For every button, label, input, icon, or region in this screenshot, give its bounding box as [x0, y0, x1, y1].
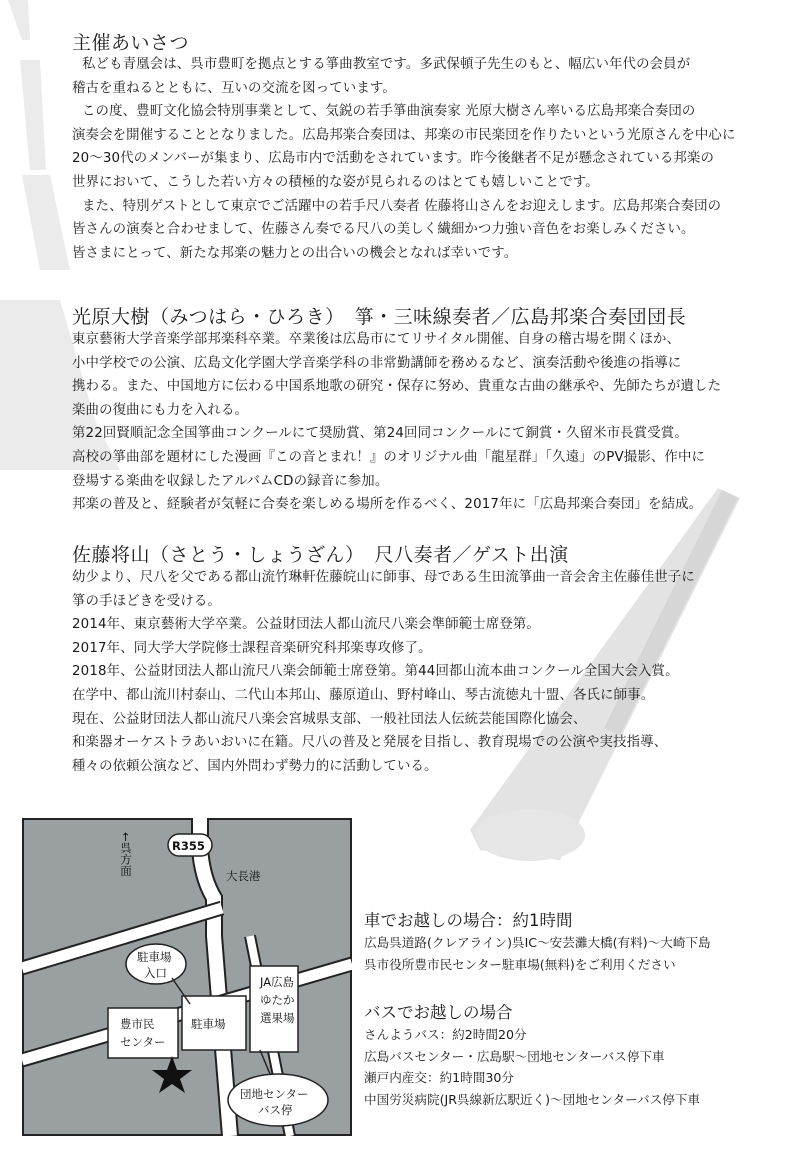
- access-car-section: [364, 910, 711, 975]
- access-bus-heading: バスでお越しの場合: [364, 1003, 513, 1022]
- profile2-line: 2017年、同大学大学院修士課程音楽研究科邦楽専攻修了。: [72, 640, 432, 656]
- ja-label: JA広島 ゆたか 選果場: [260, 975, 295, 1025]
- access-car-line: 呉市役所豊市民センター駐車場(無料)をご利用ください: [364, 956, 676, 972]
- kure-direction-label: ←呉方面: [119, 832, 133, 877]
- parking-entrance-label: 駐車場 入口: [137, 950, 172, 980]
- profile1-heading: 光原大樹（みつはら・ひろき） 箏・三味線奏者／広島邦楽合奏団団長: [72, 306, 687, 328]
- civic-center-label: 豊市民 センター: [120, 1017, 166, 1049]
- profile2-body: [72, 566, 695, 778]
- access-map: [22, 818, 352, 1136]
- profile2-line: 種々の依頼公演など、国内外問わず勢力的に活動している。: [72, 758, 438, 774]
- greeting-line: 世界において、こうした若い方々の積極的な姿が見られるのはとても嬉しいことです。: [72, 174, 599, 190]
- greeting-line: 皆さまにとって、新たな邦楽の魅力との出合いの機会となれば幸いです。: [72, 245, 518, 261]
- greeting-line: 演奏会を開催することとなりました。広島邦楽合奏団は、邦楽の市民楽団を作りたいという光原さんを中心に: [72, 127, 736, 143]
- profile1-line: 高校の箏曲部を題材にした漫画『この音とまれ！』のオリジナル曲「龍星群」「久遠」のPV撮影、作中に: [72, 449, 706, 465]
- access-bus-line: さんようバス：約2時間20分: [364, 1027, 527, 1042]
- profile1-line: 第22回賢順記念全国箏曲コンクールにて奨励賞、第24回同コンクールにて銅賞・久留米市長賞受賞。: [72, 426, 688, 442]
- profile1-line: 登場する楽曲を収録したアルバムCDの録音に参加。: [72, 473, 389, 489]
- profile2-line: 箏の手ほどきを受ける。: [72, 593, 221, 609]
- greeting-line: この度、豊町文化協会特別事業として、気鋭の若手箏曲演奏家 光原大樹さん率いる広島邦楽合奏団の: [82, 104, 696, 120]
- profile2-line: 在学中、都山流川村泰山、二代山本邦山、藤原道山、野村峰山、琴古流徳丸十盟、各氏に師事。: [72, 687, 655, 703]
- greeting-line: 稽古を重ねるとともに、互いの交流を図っています。: [72, 80, 396, 96]
- greeting-line: また、特別ゲストとして東京でご活躍中の若手尺八奏者 佐藤将山さんをお迎えします。広島邦楽合奏団の: [82, 198, 722, 214]
- profile1-line: 楽曲の復曲にも力を入れる。: [72, 402, 249, 418]
- onaga-port-label: 大長港: [226, 869, 261, 883]
- bus-stop-label: 団地センター バス停: [240, 1087, 309, 1117]
- profile2-line: 2018年、公益財団法人都山流尺八楽会師範士席登第。第44回都山流本曲コンクール全国大会入賞。: [72, 664, 679, 680]
- greeting-body: [72, 53, 736, 265]
- profile2-line: 現在、公益財団法人都山流尺八楽会宮城県支部、一般社団法人伝統芸能国際化協会、: [72, 711, 587, 727]
- greeting-line: 20～30代のメンバーが集まり、広島市内で活動をされています。昨今後継者不足が懸念されている邦楽の: [72, 151, 714, 167]
- access-car-line: 広島呉道路(クレアライン)呉IC～安芸灘大橋(有料)～大崎下島: [364, 935, 711, 950]
- profile2-line: 2014年、東京藝術大学卒業。公益財団法人都山流尺八楽会準師範士席登第。: [72, 617, 540, 633]
- profile2-heading: 佐藤将山（さとう・しょうざん） 尺八奏者／ゲスト出演: [72, 544, 569, 566]
- profile1-body: [72, 328, 721, 517]
- profile1-line: 邦楽の普及と、経験者が気軽に合奏を楽しめる場所を作るべく、2017年に「広島邦楽合奏団」を結成。: [72, 497, 703, 513]
- access-bus-section: [364, 1002, 700, 1110]
- access-car-heading: 車でお越しの場合：約1時間: [364, 911, 573, 930]
- profile1-line: 携わる。また、中国地方に伝わる中国系地歌の研究・保存に努め、貴重な古曲の継承や、先師たちが遺した: [72, 379, 722, 395]
- access-bus-line: 中国労災病院(JR呉線新広駅近く)～団地センターバス停下車: [364, 1091, 701, 1107]
- parking-label: 駐車場: [191, 1017, 226, 1031]
- profile2-line: 幼少より、尺八を父である都山流竹琳軒佐藤皖山に師事、母である生田流箏曲一音会舍主佐藤佳世子に: [72, 570, 695, 585]
- civic-center-building: [108, 1008, 178, 1058]
- access-bus-line: 瀬戸内産交：約1時間30分: [364, 1070, 514, 1085]
- access-bus-line: 広島バスセンター・広島駅～団地センターバス停下車: [364, 1048, 665, 1064]
- greeting-heading: 主催あいさつ: [72, 32, 190, 54]
- greeting-line: 皆さんの演奏と合わせまして、佐藤さん奏でる尺八の美しく繊細かつ力強い音色をお楽しみください。: [72, 222, 695, 238]
- greeting-line: 私ども青凰会は、呉市豊町を拠点とする箏曲教室です。多武保頓子先生のもと、幅広い年代の会員が: [82, 57, 691, 72]
- profile1-line: 東京藝術大学音楽学部邦楽科卒業。卒業後は広島市にてリサイタル開催、自身の稽古場を開くほか、: [72, 332, 681, 347]
- profile1-line: 小中学校での公演、広島文化学園大学音楽学科の非常勤講師を務めるなど、演奏活動や後進の指導に: [72, 355, 682, 371]
- route-r355-label: R355: [172, 839, 205, 853]
- profile2-line: 和楽器オーケストラあいおいに在籍。尺八の普及と発展を目指し、教育現場での公演や実技指導、: [72, 735, 668, 751]
